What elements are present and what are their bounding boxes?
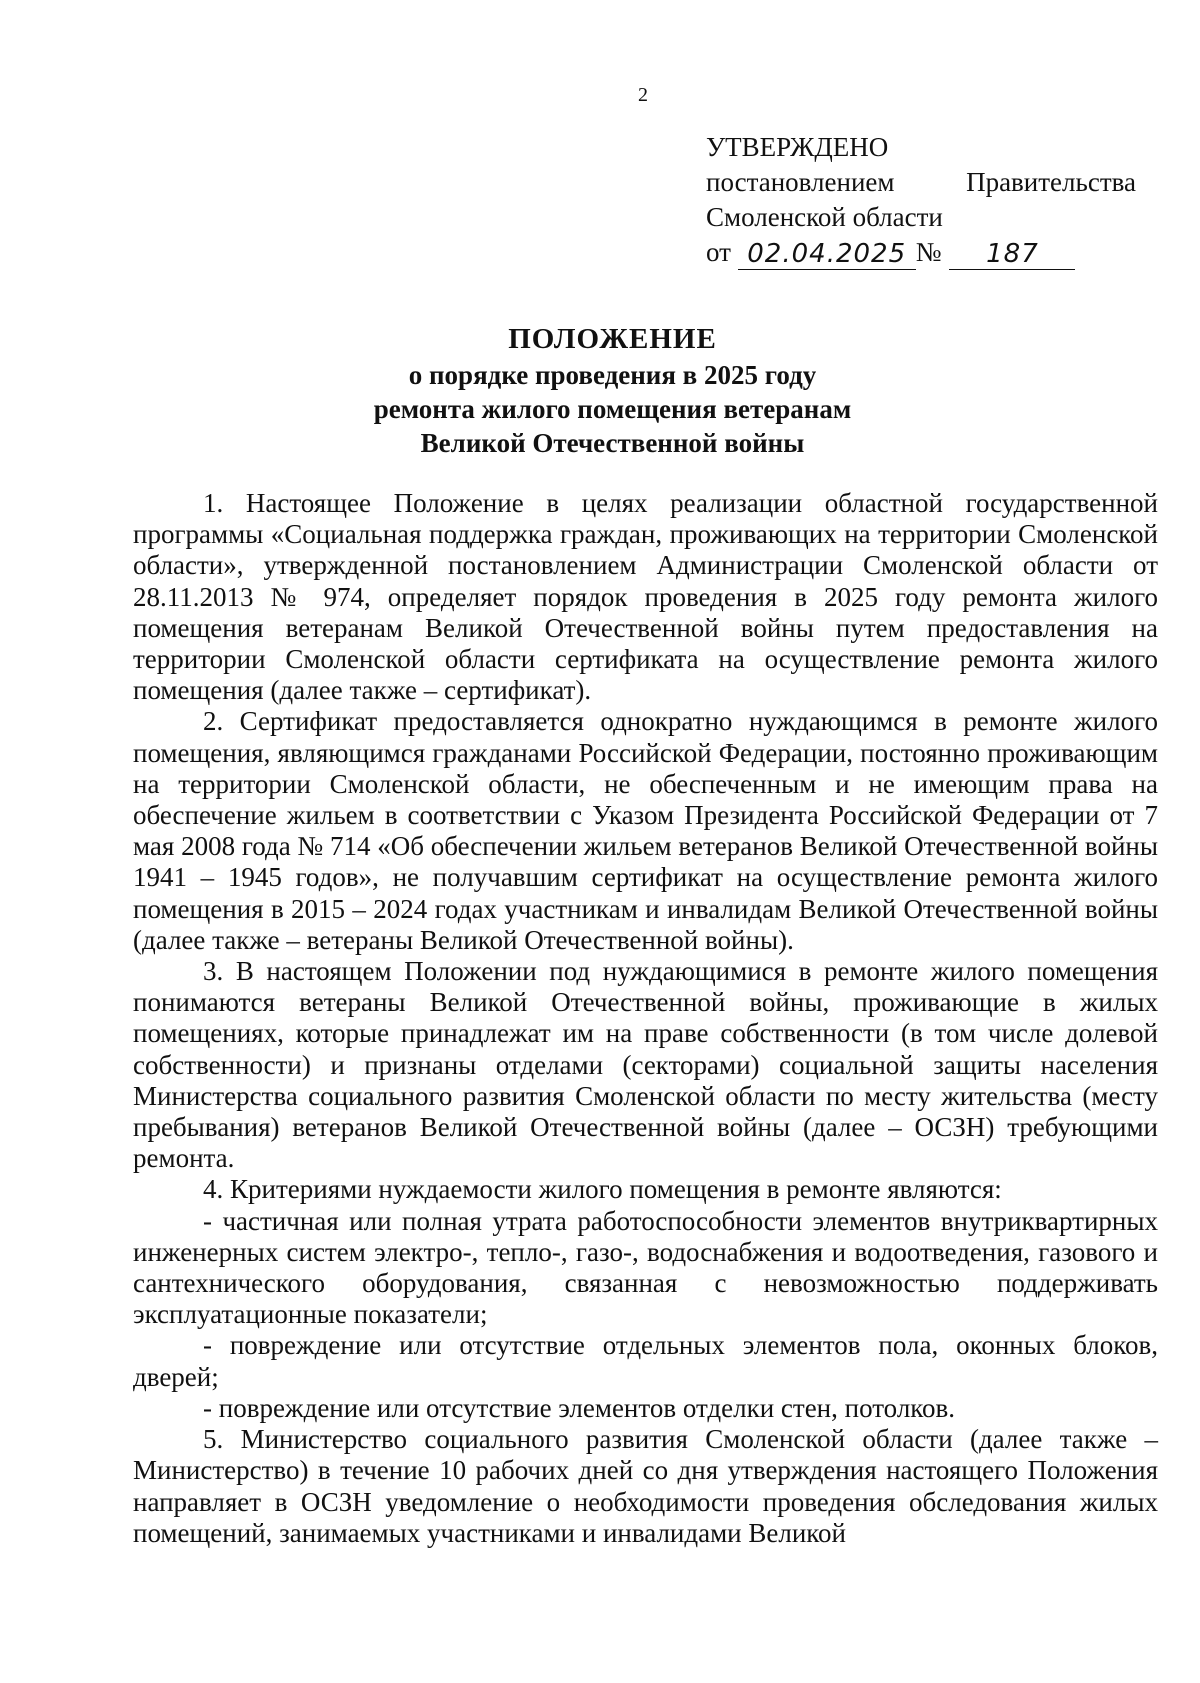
criteria-item-2: - повреждение или отсутствие отдельных элементов пола, оконных блоков, дверей;: [133, 1330, 1158, 1392]
criteria-item-1: - частичная или полная утрата работоспособности элементов внутриквартирных инженерных систем электро-, тепло-, газо-, водоснабжения и водоотведения, газового и сантехнического оборудования, связанная с невозможностью поддерживать эксплуатационные показатели;: [133, 1205, 1158, 1330]
number-prefix: №: [915, 237, 942, 267]
paragraph-4: 4. Критериями нуждаемости жилого помещения в ремонте являются:: [203, 1174, 1002, 1205]
document-subtitle-1: о порядке проведения в 2025 году: [408, 360, 817, 390]
paragraph-2: 2. Сертификат предоставляется однократно нуждающимся в ремонте жилого помещения, являющимся гражданами Российской Федерации, постоянно проживающим на территории Смоленской области, не обеспеченным и не имеющим права на обеспечение жильем в соответствии с Указом Президента Российской Федерации от 7 мая 2008 года № 714 «Об обеспечении жильем ветеранов Великой Отечественной войны 1941 – 1945 годов», не получавшим сертификат на осуществление ремонта жилого помещения в 2015 – 2024 годах участникам и инвалидам Великой Отечественной войны (далее также – ветераны Великой Отечественной войны).: [133, 706, 1158, 955]
approval-line-1-right: Правительства: [966, 167, 1136, 197]
approval-line-1-left: постановлением: [706, 167, 895, 197]
document-body: [133, 488, 1158, 1549]
paragraph-5: 5. Министерство социального развития Смоленской области (далее также – Министерство) в течение 10 рабочих дней со дня утверждения настоящего Положения направляет в ОСЗН уведомление о необходимости проведения обследования жилых помещений, занимаемых участниками и инвалидами Великой: [133, 1424, 1158, 1548]
document-subtitle-2: ремонта жилого помещения ветеранам: [373, 394, 852, 424]
approval-title: УТВЕРЖДЕНО: [706, 132, 889, 162]
approval-block: [706, 130, 1136, 270]
approval-date-line: [706, 235, 1136, 270]
page-number: 2: [638, 84, 648, 106]
paragraph-3: 3. В настоящем Положении под нуждающимися в ремонте жилого помещения понимаются ветераны Великой Отечественной войны, проживающие в жилых помещениях, которые принадлежат им на праве собственности (в том числе долевой собственности) и признаны отделами (секторами) социальной защиты населения Министерства социального развития Смоленской области по месту жительства (месту пребывания) ветеранов Великой Отечественной войны (далее – ОСЗН) требующими ремонта.: [133, 956, 1158, 1174]
criteria-item-3: - повреждение или отсутствие элементов отделки стен, потолков.: [203, 1392, 956, 1423]
document-title: ПОЛОЖЕНИЕ: [508, 323, 717, 355]
handwritten-date: 02.04.2025: [738, 239, 916, 270]
paragraph-1: 1. Настоящее Положение в целях реализации областной государственной программы «Социальная поддержка граждан, проживающих на территории Смоленской области», утвержденной постановлением Администрации Смоленской области от 28.11.2013 № 974, определяет порядок проведения в 2025 году ремонта жилого помещения ветеранам Великой Отечественной войны путем предоставления на территории Смоленской области сертификата на осуществление ремонта жилого помещения (далее также – сертификат).: [133, 488, 1158, 706]
handwritten-number: 187: [949, 239, 1075, 270]
approval-line-2: Смоленской области: [706, 202, 943, 232]
approval-line-1: [706, 165, 1136, 200]
document-subtitle-3: Великой Отечественной войны: [420, 428, 805, 458]
document-heading: [130, 322, 1095, 460]
date-prefix: от: [706, 237, 731, 267]
